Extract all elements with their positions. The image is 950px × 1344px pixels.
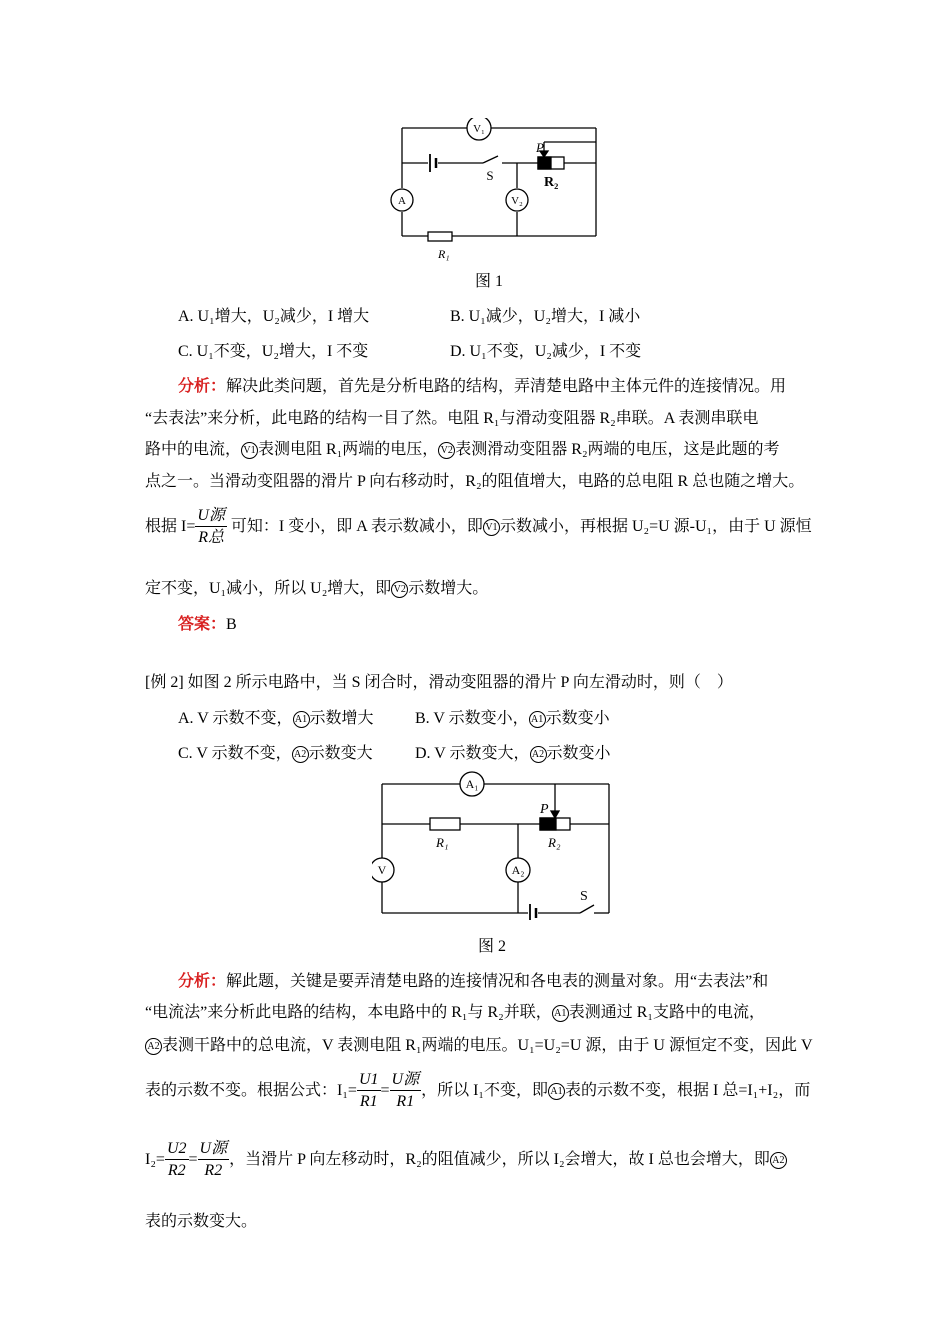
q1-analysis-line-5: 根据 I= $\frac{\text{U源}}{\text{R总}}$ 可知：I 变小，即 A 表示数减小，即 V1 示数减小，再根据 U₂=U 源-U₁，由于 U 源恒 [145,506,812,549]
analysis-label: 分析： [178,973,227,990]
slider-label: P [540,802,549,817]
voltmeter-label: V [377,863,387,877]
figure-1-caption: 图 1 [475,273,504,290]
q1-analysis-line-1: 分析：解决此类问题，首先是分析电路的结构，弄清楚电路中主体元件的连接情况。用 [178,378,787,395]
q2-option-d: D. V 示数变大， A2 示数变小 [415,745,611,762]
formula-fraction: $\frac{U1}{R1}$ [358,1071,379,1110]
formula-fraction: $\frac{U2}{R2}$ [166,1140,187,1179]
q1-analysis-line-3: 路中的电流， V1 表测电阻 R₁两端的电压， V2 表测滑动变阻器 R₂两端的电压，这是此题的考 [145,441,780,458]
v2-label: V₂ [511,195,523,207]
r1-label: R₁ [438,247,450,261]
v2-meter-icon: V2 [391,581,408,598]
a2-meter-icon: A2 [530,746,547,763]
q2-analysis-line-4: 表的示数不变。根据公式：I₁= $\frac{U1}{R1}$ = $\frac{\text{U源}}{R1}$ ，所以 I₁不变，即 A1 表的示数不变，根据 I 总=I₁+I₂，而 [145,1070,810,1113]
q1-analysis-line-6: 定不变，U₁减小，所以 U₂增大，即 V2 示数增大。 [145,580,489,597]
q2-analysis-line-3: A2 表测干路中的总电流，V 表测电阻 R₁两端的电压。U₁=U₂=U 源，由于 U 源恒定不变，因此 V [145,1032,813,1055]
q1-option-b: B. U₁减少，U₂增大，I 减小 [450,308,641,325]
a1-label: A₁ [465,777,479,791]
q2-analysis-line-5: I₂= $\frac{U2}{R2}$ = $\frac{\text{U源}}{R2}$ ，当滑片 P 向左移动时，R₂的阻值减少，所以 I₂会增大，故 I 总也会增大，即 A2 [145,1139,787,1182]
q1-option-a: A. U₁增大，U₂减少，I 增大 [178,308,370,325]
v2-meter-icon: V2 [438,442,455,459]
q1-option-d: D. U₁不变，U₂减少，I 不变 [450,343,642,360]
a1-meter-icon: A1 [293,711,310,728]
q1-option-c: C. U₁不变，U₂增大，I 不变 [178,343,369,360]
a2-meter-icon: A2 [770,1152,787,1169]
r2-label: R₂ [548,835,561,850]
formula-fraction: $\frac{\text{U源}}{\text{R总}}$ [197,507,225,546]
q1-analysis-line-4: 点之一。当滑动变阻器的滑片 P 向右移动时，R₂的阻值增大，电路的总电阻 R 总也随之增大。 [145,473,805,490]
q1-answer: 答案：B [178,616,237,633]
q2-option-a: A. V 示数不变， A1 示数增大 [178,710,374,727]
a2-meter-icon: A2 [145,1038,162,1055]
q2-option-b: B. V 示数变小， A1 示数变小 [415,710,610,727]
a1-meter-icon: A1 [552,1005,569,1022]
circuit-diagram-2 [372,770,622,920]
formula-fraction: $\frac{\text{U源}}{R2}$ [199,1140,228,1179]
q2-analysis-line-2: “电流法”来分析此电路的结构，本电路中的 R₁与 R₂并联， A1 表测通过 R₁支路中的电流， [145,1004,765,1021]
q2-analysis-line-1: 分析：解此题，关键是要弄清楚电路的连接情况和各电表的测量对象。用“去表法”和 [178,973,769,990]
figure-2-caption: 图 2 [478,938,507,955]
q2-analysis-line-6: 表的示数变大。 [145,1213,258,1230]
q2-stem: [例 2] 如图 2 所示电路中，当 S 闭合时，滑动变阻器的滑片 P 向左滑动时，则（ ） [145,674,733,691]
formula-fraction: $\frac{\text{U源}}{R1}$ [391,1071,420,1110]
switch-label: S [486,168,494,183]
r2-label: R₂ [544,175,559,190]
switch-label: S [580,889,588,904]
v1-label: V₁ [473,123,485,135]
q2-option-c: C. V 示数不变， A2 示数变大 [178,745,373,762]
circuit-diagram-1 [380,118,620,268]
v1-meter-icon: V1 [241,442,258,459]
answer-label: 答案： [178,616,227,633]
a1-meter-icon: A1 [529,711,546,728]
v1-meter-icon: V1 [483,519,500,536]
a2-meter-icon: A2 [292,746,309,763]
r1-label: R₁ [436,835,449,850]
a1-meter-icon: A1 [548,1083,565,1100]
slider-label: P [536,140,544,155]
ammeter-label: A [398,195,406,207]
a2-label: A₂ [511,863,525,877]
analysis-label: 分析： [178,378,227,395]
q1-analysis-line-2: “去表法”来分析，此电路的结构一目了然。电阻 R₁与滑动变阻器 R₂串联。A 表测串联电 [145,410,759,427]
